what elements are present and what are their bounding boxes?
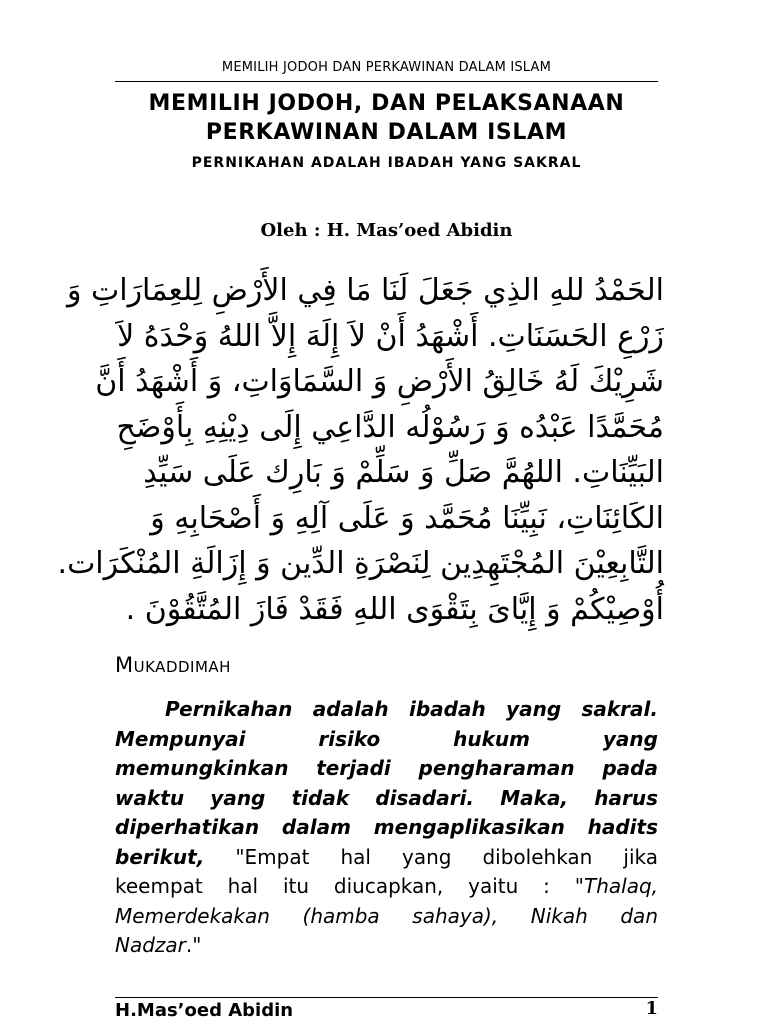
body-line: waktu yang tidak disadari. Maka, harus [115,785,658,810]
arabic-line: الكَائِنَاتِ، نَبِيِّنَا مُحَمَّد وَ عَلَى آلِهِ وَ أَصْحَابِهِ وَ [150,500,664,536]
arabic-line: أُوْصِيْكُمْ وَ إِيَّاىَ بِتَقْوَى اللهِ فَقَدْ فَازَ المُتَّقُوْنَ . [125,591,664,627]
body-line [115,931,658,961]
arabic-line: زَرْعِ الحَسَنَاتِ. أَشْهَدُ أَنْ لاَ إِلَهَ إِلاَّ اللهُ وَحْدَهُ لاَ [117,318,664,354]
running-header: MEMILIH JODOH DAN PERKAWINAN DALAM ISLAM [221,60,552,75]
body-italic-fragment: Nadzar [115,933,186,957]
header-divider [115,81,658,82]
body-line: memungkinkan terjadi pengharaman pada [115,756,658,780]
arabic-line: التَّابِعِيْنَ المُجْتَهِدِين لِنَصْرَةِ الدِّين وَ إِزَالَةِ المُنْكَرَات. [57,546,664,581]
arabic-line: البَيِّنَاتِ. اللهُمَّ صَلِّ وَ سَلِّمْ وَ بَارِك عَلَى سَيِّدِ [143,455,664,490]
author-line: Oleh : H. Mas’oed Abidin [260,220,513,241]
document-title [100,89,673,147]
body-line: Pernikahan adalah ibadah yang sakral. [165,697,658,721]
body-line: diperhatikan dalam mengaplikasikan hadits [115,815,658,839]
body-italic-fragment: Thalaq, [583,874,658,898]
section-heading-mukaddimah [115,653,231,677]
body-paragraph [115,695,658,961]
arabic-line: شَرِيْكَ لَهُ خَالِقُ الأَرْضِ وَ السَّمَاوَاتِ، وَ أَشْهَدُ أَنَّ [95,364,664,399]
body-line: Mempunyai risiko hukum yang [115,726,658,751]
title-line-1: MEMILIH JODOH, DAN PELAKSANAAN [148,91,625,116]
arabic-line: مُحَمَّدًا عَبْدُه وَ رَسُوْلُه الدَّاعِي إِلَى دِيْنِهِ بِأَوْضَحِ [116,409,664,445]
arabic-line: الحَمْدُ للهِ الذِي جَعَلَ لَنَا مَا فِي الأَرْضِ لِلعِمَارَاتِ وَ [66,273,664,308]
body-line [115,843,658,873]
section-heading-rest: UKADDIMAH [133,658,231,676]
body-fragment: keempat hal itu diucapkan, yaitu : " [115,874,584,898]
document-subtitle: PERNIKAHAN ADALAH IBADAH YANG SAKRAL [191,155,582,171]
body-line: Memerdekakan (hamba sahaya), Nikah dan [115,903,658,928]
title-line-2: PERKAWINAN DALAM ISLAM [205,120,568,145]
body-line [115,872,658,902]
body-fragment: "Empat hal yang dibolehkan jika [204,844,658,869]
arabic-opening-prayer [57,268,664,632]
footer-author: H.Mas’oed Abidin [115,1000,294,1021]
section-heading-initial: M [115,653,134,677]
footer-divider [115,997,658,998]
body-fragment: ." [185,933,202,957]
page-number: 1 [645,998,658,1019]
body-bold-fragment: berikut, [115,844,205,869]
